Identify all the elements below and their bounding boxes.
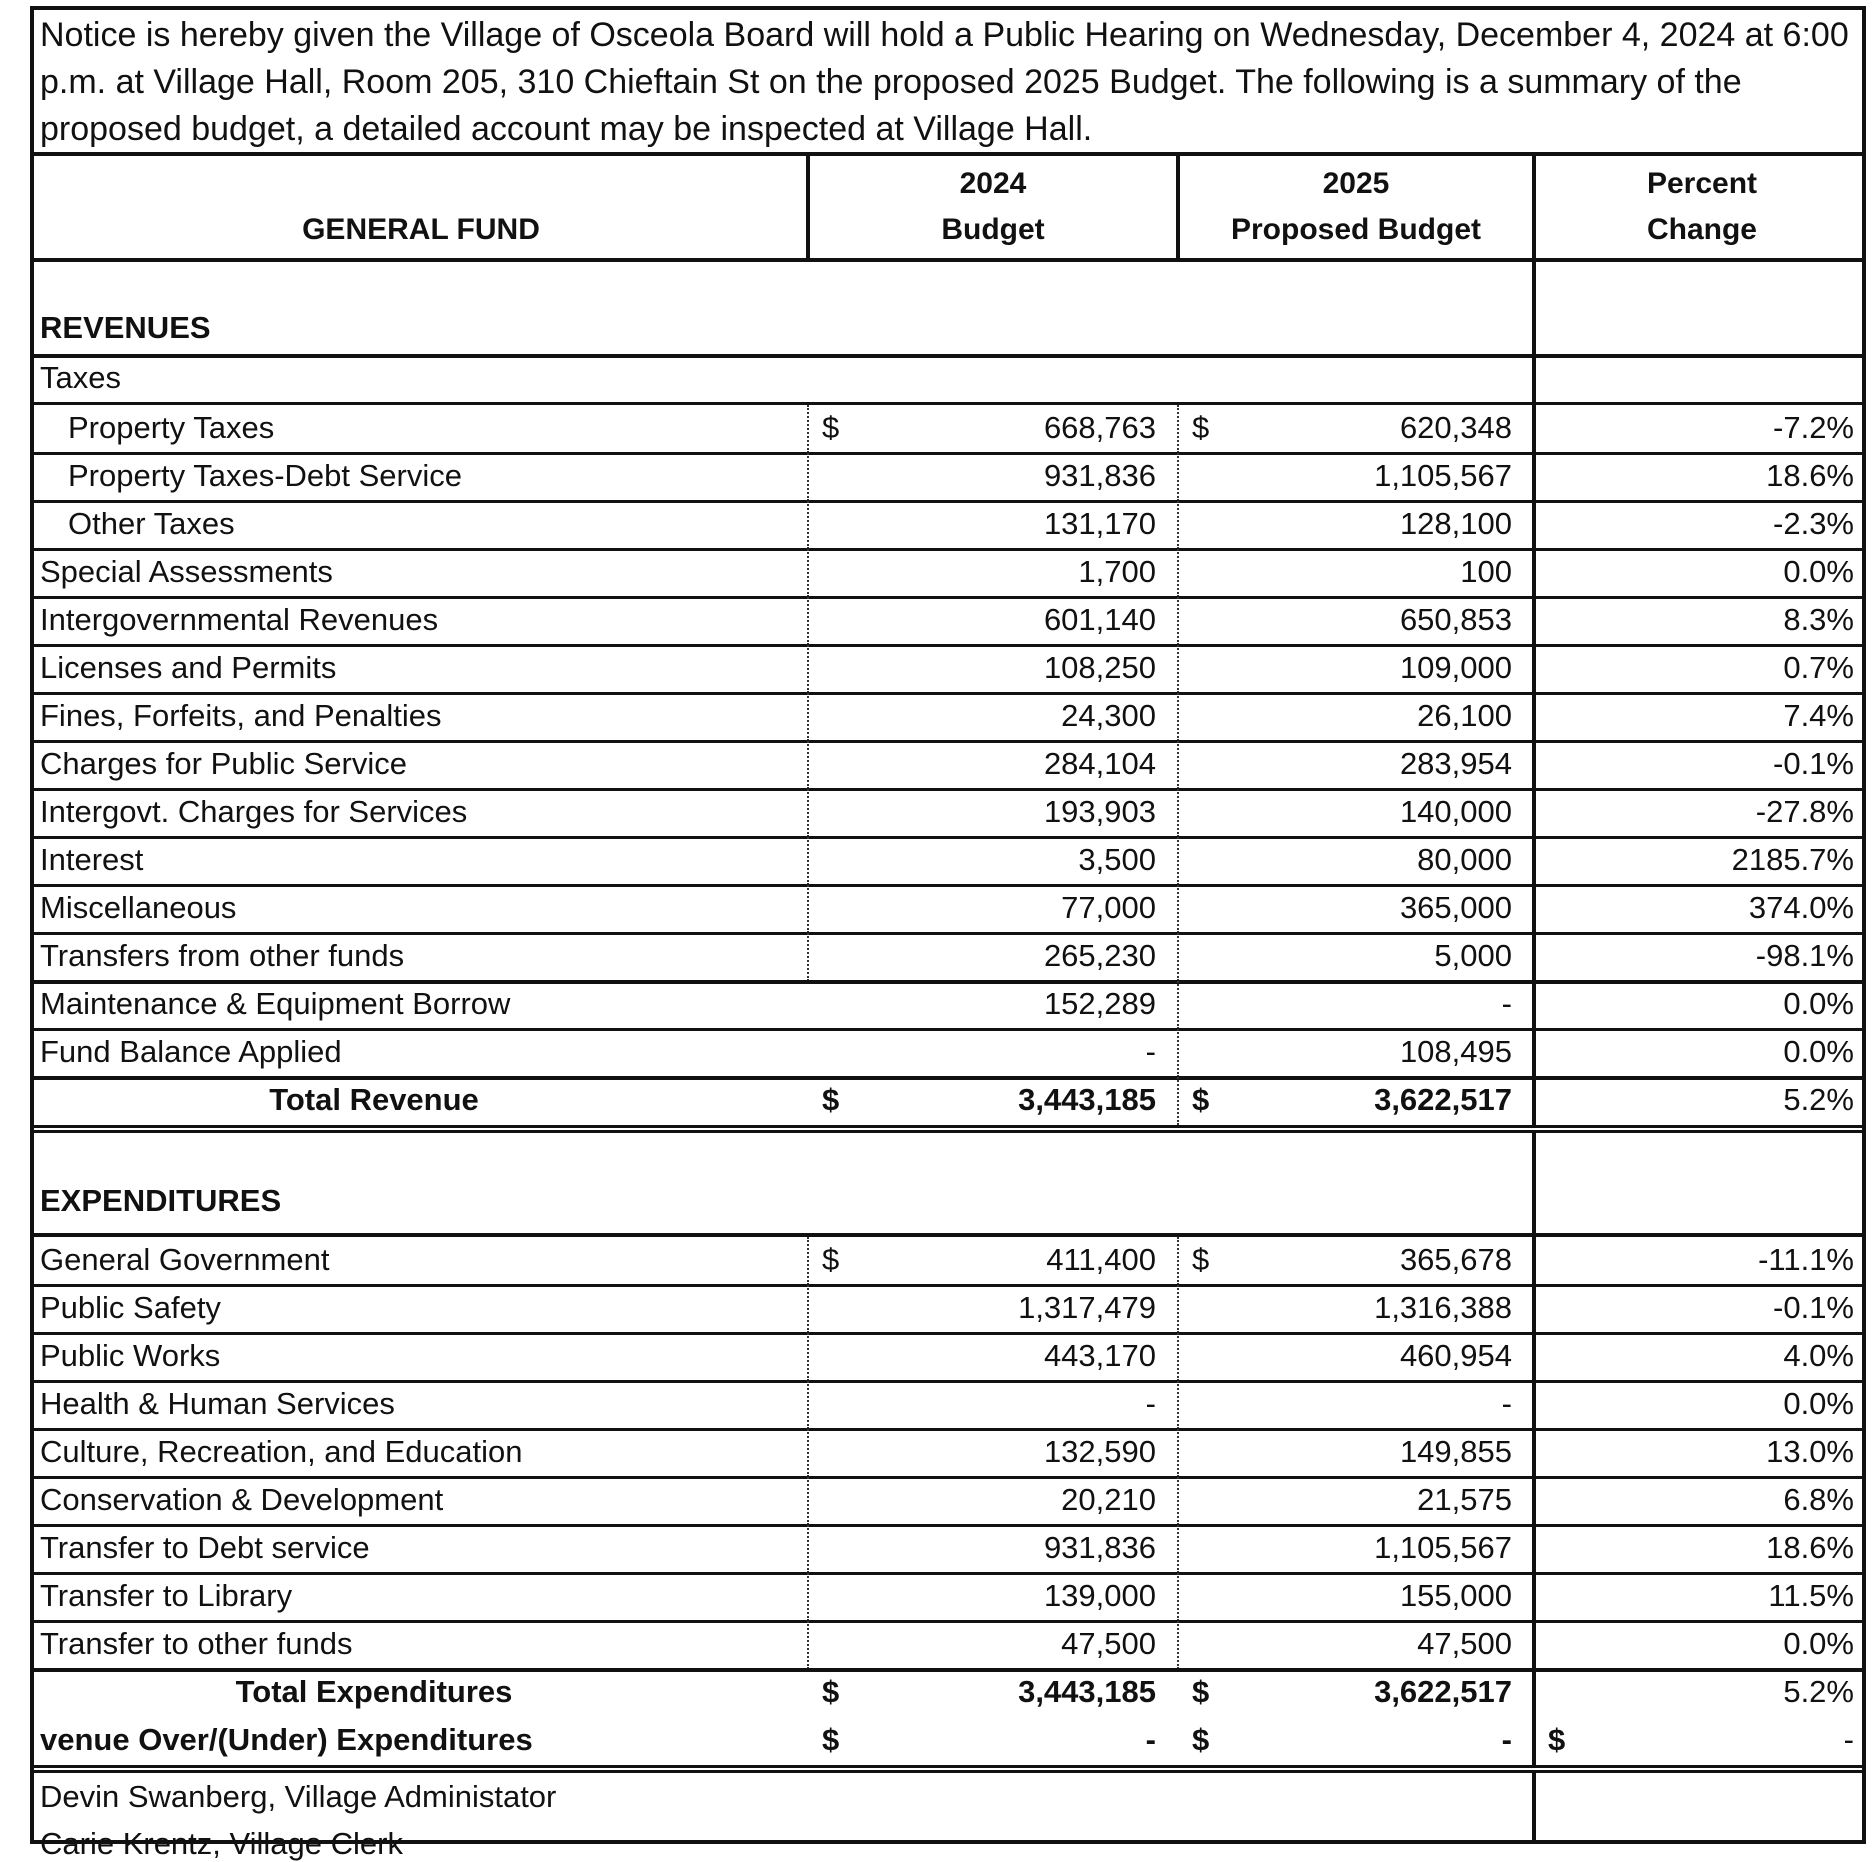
row-label: Miscellaneous xyxy=(40,890,237,925)
budget-2024-value: 108,250 xyxy=(1043,650,1156,685)
budget-2025-value: 1,105,567 xyxy=(1374,458,1512,493)
column-dotted-rule xyxy=(807,405,809,453)
budget-2024-value: 24,300 xyxy=(1061,698,1156,733)
budget-2024-value: - xyxy=(1145,1034,1156,1069)
row-label: Transfer to Debt service xyxy=(40,1530,370,1565)
column-rule xyxy=(1532,1133,1536,1233)
budget-2025-value: 365,678 xyxy=(1399,1242,1512,1277)
percent-change-value: 11.5% xyxy=(1768,1578,1854,1613)
row-rule xyxy=(34,1620,1862,1623)
column-rule xyxy=(1532,1621,1536,1669)
budget-2024-value: 668,763 xyxy=(1043,410,1156,445)
column-rule xyxy=(1532,405,1536,453)
row-label: Total Expenditures xyxy=(235,1674,513,1709)
column-dotted-rule xyxy=(807,933,809,981)
row-rule xyxy=(34,1668,1862,1672)
row-rule xyxy=(34,258,1862,262)
column-dotted-rule xyxy=(807,1237,809,1285)
percent-change-value: 18.6% xyxy=(1766,1530,1854,1565)
notice-text: Notice is hereby given the Village of Osceola Board will hold a Public Hearing on Wednesday, December 4, 2024 at 6:00 p.m. at Village Hall, Room 205, 310 Chieftain St on the proposed 2025 Budget. The following is a summary of the proposed budget, a detailed account may be inspected at Village Hall. xyxy=(34,10,1862,156)
column-rule xyxy=(1532,1669,1536,1717)
budget-2024-value: 20,210 xyxy=(1061,1482,1156,1517)
budget-2024-value: 3,443,185 xyxy=(1018,1674,1156,1709)
row-label: Fund Balance Applied xyxy=(40,1034,342,1069)
header-2024-year: 2024 xyxy=(959,167,1027,200)
budget-2025-value: 21,575 xyxy=(1417,1482,1512,1517)
percent-change-value: 0.0% xyxy=(1783,1386,1854,1421)
row-label: Intergovt. Charges for Services xyxy=(40,794,468,829)
column-dotted-rule xyxy=(807,549,809,597)
budget-2025-value: 3,622,517 xyxy=(1374,1674,1512,1709)
budget-2024-value: 152,289 xyxy=(1043,986,1156,1021)
budget-notice-sheet xyxy=(30,6,1866,1861)
percent-change-value: -2.3% xyxy=(1773,506,1854,541)
row-label: Transfer to Library xyxy=(40,1578,293,1613)
column-rule xyxy=(1532,1429,1536,1477)
column-rule xyxy=(1532,1525,1536,1573)
budget-2025-value: 365,000 xyxy=(1399,890,1512,925)
column-dotted-rule xyxy=(807,1333,809,1381)
row-rule xyxy=(34,1770,1862,1773)
row-rule xyxy=(34,1572,1862,1575)
row-rule xyxy=(34,354,1862,358)
budget-2025-value: 80,000 xyxy=(1417,842,1512,877)
budget-2025-value: 155,000 xyxy=(1399,1578,1512,1613)
header-2024-budget: Budget xyxy=(941,213,1045,246)
percent-change-value: 8.3% xyxy=(1783,602,1854,637)
row-rule xyxy=(34,548,1862,551)
column-rule xyxy=(1532,501,1536,549)
column-dotted-rule xyxy=(1177,741,1179,789)
row-label: Health & Human Services xyxy=(40,1386,395,1421)
column-dotted-rule xyxy=(1177,1285,1179,1333)
column-dotted-rule xyxy=(1177,1381,1179,1429)
percent-change-value: - xyxy=(1843,1722,1854,1757)
column-dotted-rule xyxy=(807,1621,809,1669)
row-label: Intergovernmental Revenues xyxy=(40,602,439,637)
row-rule xyxy=(34,452,1862,455)
row-label: venue Over/(Under) Expenditures xyxy=(40,1722,533,1757)
column-dotted-rule xyxy=(807,789,809,837)
column-dotted-rule xyxy=(807,1525,809,1573)
row-label: Public Works xyxy=(40,1338,221,1373)
row-rule xyxy=(34,884,1862,887)
column-dotted-rule xyxy=(807,885,809,933)
row-label: Property Taxes-Debt Service xyxy=(68,458,462,493)
column-rule xyxy=(1532,933,1536,981)
row-rule xyxy=(34,1765,1862,1768)
budget-2025-value: 5,000 xyxy=(1434,938,1512,973)
row-rule xyxy=(34,1428,1862,1431)
percent-change-value: 0.0% xyxy=(1783,1034,1854,1069)
percent-change-value: 0.0% xyxy=(1783,554,1854,589)
currency-symbol: $ xyxy=(1192,1674,1210,1709)
percent-change-value: 0.7% xyxy=(1783,650,1854,685)
row-rule xyxy=(34,1476,1862,1479)
currency-symbol: $ xyxy=(822,1674,840,1709)
column-rule xyxy=(1532,1285,1536,1333)
column-rule xyxy=(1532,981,1536,1029)
column-rule xyxy=(1176,156,1180,258)
budget-2024-value: 1,700 xyxy=(1078,554,1156,589)
row-rule xyxy=(34,740,1862,743)
percent-change-value: 5.2% xyxy=(1783,1674,1854,1709)
budget-2025-value: - xyxy=(1501,1386,1512,1421)
column-dotted-rule xyxy=(807,1285,809,1333)
budget-2025-value: 140,000 xyxy=(1399,794,1512,829)
row-label: Charges for Public Service xyxy=(40,746,407,781)
row-rule xyxy=(34,836,1862,839)
header-2025-year: 2025 xyxy=(1322,167,1390,200)
row-rule xyxy=(34,1028,1862,1031)
percent-change-value: 4.0% xyxy=(1783,1338,1854,1373)
column-dotted-rule xyxy=(807,837,809,885)
row-rule xyxy=(34,1284,1862,1287)
column-dotted-rule xyxy=(1177,837,1179,885)
currency-symbol: $ xyxy=(822,410,840,445)
row-label: Property Taxes xyxy=(68,410,275,445)
row-label: Conservation & Development xyxy=(40,1482,444,1517)
column-dotted-rule xyxy=(1177,1237,1179,1285)
budget-2025-value: 650,853 xyxy=(1399,602,1512,637)
budget-2025-value: 109,000 xyxy=(1399,650,1512,685)
row-rule xyxy=(34,692,1862,695)
column-dotted-rule xyxy=(807,1381,809,1429)
percent-change-value: -0.1% xyxy=(1773,746,1854,781)
currency-symbol: $ xyxy=(1548,1722,1566,1757)
row-label: Licenses and Permits xyxy=(40,650,337,685)
column-rule xyxy=(806,156,810,258)
taxes-group-label: Taxes xyxy=(40,360,121,395)
column-dotted-rule xyxy=(807,1429,809,1477)
budget-2024-value: 931,836 xyxy=(1043,1530,1156,1565)
column-rule xyxy=(1532,885,1536,933)
column-rule xyxy=(1532,1573,1536,1621)
budget-2024-value: 443,170 xyxy=(1043,1338,1156,1373)
column-dotted-rule xyxy=(807,693,809,741)
percent-change-value: 374.0% xyxy=(1748,890,1854,925)
column-rule xyxy=(1532,789,1536,837)
budget-2025-value: 100 xyxy=(1460,554,1512,589)
expenditures-heading: EXPENDITURES xyxy=(40,1183,282,1218)
column-rule xyxy=(1532,837,1536,885)
row-rule xyxy=(34,932,1862,935)
budget-2024-value: 132,590 xyxy=(1043,1434,1156,1469)
percent-change-value: -0.1% xyxy=(1773,1290,1854,1325)
column-dotted-rule xyxy=(1177,1333,1179,1381)
row-label: General Government xyxy=(40,1242,330,1277)
column-dotted-rule xyxy=(1177,1077,1179,1125)
row-label: Transfer to other funds xyxy=(40,1626,353,1661)
budget-2025-value: 149,855 xyxy=(1399,1434,1512,1469)
budget-2024-value: 601,140 xyxy=(1043,602,1156,637)
percent-change-value: 18.6% xyxy=(1766,458,1854,493)
column-dotted-rule xyxy=(1177,1429,1179,1477)
row-rule xyxy=(34,1380,1862,1383)
column-dotted-rule xyxy=(1177,405,1179,453)
header-change: Change xyxy=(1646,213,1757,246)
column-rule xyxy=(1532,1237,1536,1285)
budget-2025-value: - xyxy=(1501,986,1512,1021)
budget-2024-value: 193,903 xyxy=(1043,794,1156,829)
budget-2025-value: - xyxy=(1501,1722,1512,1757)
row-rule xyxy=(34,788,1862,791)
column-dotted-rule xyxy=(1177,1525,1179,1573)
budget-2025-value: 283,954 xyxy=(1399,746,1512,781)
budget-2025-value: 128,100 xyxy=(1399,506,1512,541)
column-dotted-rule xyxy=(1177,501,1179,549)
row-rule xyxy=(34,596,1862,599)
budget-2024-value: 139,000 xyxy=(1043,1578,1156,1613)
column-dotted-rule xyxy=(1177,933,1179,981)
row-rule xyxy=(34,1130,1862,1133)
column-rule xyxy=(1532,1773,1536,1840)
header-percent: Percent xyxy=(1646,167,1758,200)
budget-2024-value: 3,500 xyxy=(1078,842,1156,877)
column-dotted-rule xyxy=(807,1477,809,1525)
row-rule xyxy=(34,402,1862,405)
budget-2024-value: 131,170 xyxy=(1043,506,1156,541)
column-rule xyxy=(1532,1477,1536,1525)
row-rule xyxy=(34,1524,1862,1527)
header-2025-budget: Proposed Budget xyxy=(1230,213,1481,246)
column-dotted-rule xyxy=(1177,1621,1179,1669)
column-dotted-rule xyxy=(1177,645,1179,693)
currency-symbol: $ xyxy=(822,1082,840,1117)
column-dotted-rule xyxy=(1177,885,1179,933)
budget-2024-value: 47,500 xyxy=(1061,1626,1156,1661)
row-label: Maintenance & Equipment Borrow xyxy=(40,986,511,1021)
column-rule xyxy=(1532,1717,1536,1765)
currency-symbol: $ xyxy=(822,1242,840,1277)
column-dotted-rule xyxy=(1177,453,1179,501)
currency-symbol: $ xyxy=(822,1722,840,1757)
row-label: Transfers from other funds xyxy=(40,938,405,973)
row-label: Total Revenue xyxy=(269,1082,479,1117)
column-rule xyxy=(1532,1029,1536,1077)
column-rule xyxy=(1532,693,1536,741)
budget-2024-value: 1,317,479 xyxy=(1018,1290,1156,1325)
percent-change-value: -7.2% xyxy=(1773,410,1854,445)
percent-change-value: 6.8% xyxy=(1783,1482,1854,1517)
column-dotted-rule xyxy=(807,501,809,549)
percent-change-value: -27.8% xyxy=(1755,794,1854,829)
header-fund: GENERAL FUND xyxy=(302,213,540,246)
row-label: Public Safety xyxy=(40,1290,221,1325)
column-dotted-rule xyxy=(807,597,809,645)
column-rule xyxy=(1532,1333,1536,1381)
budget-2024-value: 265,230 xyxy=(1043,938,1156,973)
percent-change-value: 13.0% xyxy=(1766,1434,1854,1469)
row-rule xyxy=(34,980,1862,984)
budget-2024-value: 931,836 xyxy=(1043,458,1156,493)
percent-change-value: 0.0% xyxy=(1783,986,1854,1021)
row-rule xyxy=(34,500,1862,503)
percent-change-value: 5.2% xyxy=(1783,1082,1854,1117)
budget-2025-value: 26,100 xyxy=(1417,698,1512,733)
budget-2025-value: 460,954 xyxy=(1399,1338,1512,1373)
column-dotted-rule xyxy=(1177,981,1179,1029)
budget-2025-value: 1,316,388 xyxy=(1374,1290,1512,1325)
column-rule xyxy=(1532,1077,1536,1125)
column-rule xyxy=(1532,1381,1536,1429)
column-rule xyxy=(1532,156,1536,258)
column-dotted-rule xyxy=(1177,597,1179,645)
column-rule xyxy=(1532,741,1536,789)
budget-2025-value: 3,622,517 xyxy=(1374,1082,1512,1117)
currency-symbol: $ xyxy=(1192,1082,1210,1117)
column-dotted-rule xyxy=(1177,549,1179,597)
row-rule xyxy=(34,1125,1862,1128)
budget-2025-value: 47,500 xyxy=(1417,1626,1512,1661)
column-dotted-rule xyxy=(807,1573,809,1621)
percent-change-value: 2185.7% xyxy=(1731,842,1854,877)
column-rule xyxy=(1532,645,1536,693)
budget-2025-value: 108,495 xyxy=(1399,1034,1512,1069)
row-label: Fines, Forfeits, and Penalties xyxy=(40,698,442,733)
row-rule xyxy=(34,1076,1862,1080)
row-rule xyxy=(34,644,1862,647)
signature-line: Carie Krentz, Village Clerk xyxy=(40,1826,403,1861)
revenues-heading: REVENUES xyxy=(40,310,211,345)
currency-symbol: $ xyxy=(1192,1722,1210,1757)
currency-symbol: $ xyxy=(1192,1242,1210,1277)
column-rule xyxy=(1532,453,1536,501)
row-label: Interest xyxy=(40,842,144,877)
column-dotted-rule xyxy=(1177,693,1179,741)
column-dotted-rule xyxy=(807,453,809,501)
row-rule xyxy=(34,1332,1862,1335)
column-rule xyxy=(1532,549,1536,597)
budget-2024-value: - xyxy=(1145,1722,1156,1757)
column-dotted-rule xyxy=(1177,1573,1179,1621)
budget-2024-value: - xyxy=(1145,1386,1156,1421)
column-rule xyxy=(1532,597,1536,645)
budget-2024-value: 284,104 xyxy=(1043,746,1156,781)
budget-2024-value: 411,400 xyxy=(1046,1242,1156,1277)
signature-line: Devin Swanberg, Village Administator xyxy=(40,1779,557,1814)
currency-symbol: $ xyxy=(1192,410,1210,445)
budget-2024-value: 77,000 xyxy=(1061,890,1156,925)
row-label: Special Assessments xyxy=(40,554,333,589)
column-dotted-rule xyxy=(1177,1029,1179,1077)
percent-change-value: -98.1% xyxy=(1755,938,1854,973)
column-dotted-rule xyxy=(1177,789,1179,837)
percent-change-value: -11.1% xyxy=(1758,1242,1854,1277)
column-dotted-rule xyxy=(807,741,809,789)
row-rule xyxy=(34,1233,1862,1237)
column-dotted-rule xyxy=(1177,1477,1179,1525)
row-label: Culture, Recreation, and Education xyxy=(40,1434,523,1469)
row-label: Other Taxes xyxy=(68,506,235,541)
percent-change-value: 7.4% xyxy=(1783,698,1854,733)
percent-change-value: 0.0% xyxy=(1783,1626,1854,1661)
budget-2025-value: 620,348 xyxy=(1399,410,1512,445)
column-dotted-rule xyxy=(807,645,809,693)
budget-2025-value: 1,105,567 xyxy=(1374,1530,1512,1565)
budget-2024-value: 3,443,185 xyxy=(1018,1082,1156,1117)
